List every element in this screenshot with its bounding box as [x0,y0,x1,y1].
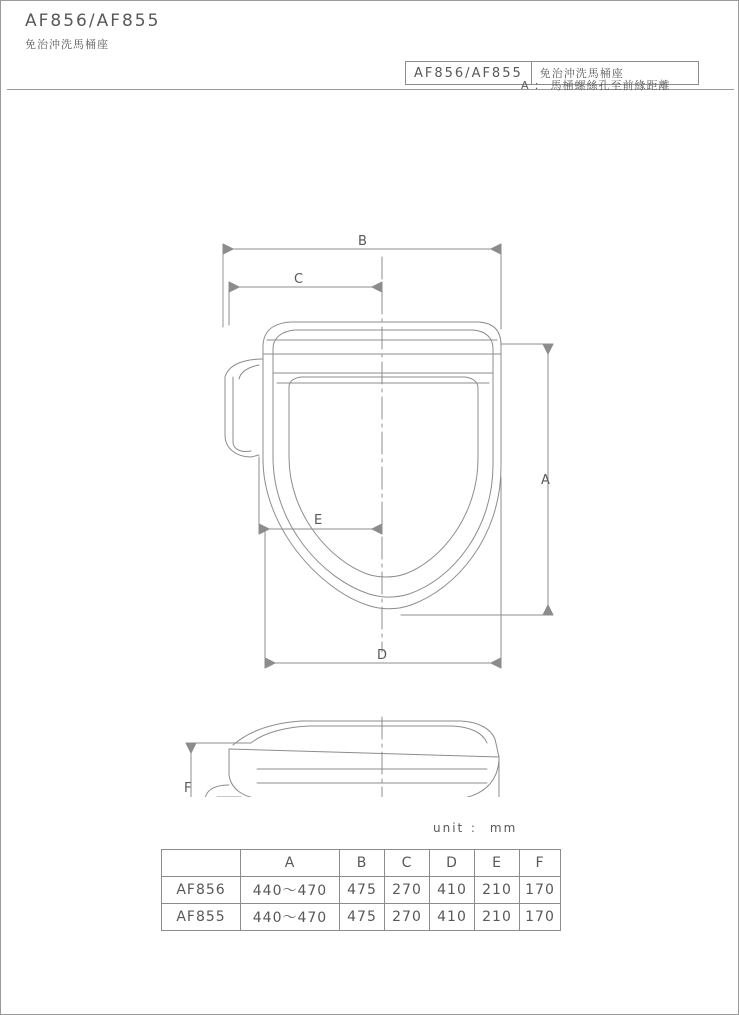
table-cell-E: 210 [475,904,520,931]
dimension-F [186,743,251,797]
table-corner-cell [162,850,241,877]
table-cell-F: 170 [520,904,561,931]
top-view-outline [225,322,501,609]
page-title: AF856/AF855 [25,11,161,31]
specification-table [161,849,561,931]
table-cell-B: 475 [340,904,385,931]
table-cell-model: AF856 [162,877,241,904]
dimension-label-A: A [541,473,550,488]
table-header-D: D [430,850,475,877]
table-cell-A: 440～470 [241,877,340,904]
unit-label: unit ： mm [433,821,518,835]
table-cell-D: 410 [430,904,475,931]
dimension-label-B: B [358,234,367,249]
dimension-label-E: E [314,513,323,528]
titlebar-model: AF856/AF855 [414,65,523,81]
table-cell-F: 170 [520,877,561,904]
table-cell-D: 410 [430,877,475,904]
technical-drawing [1,97,739,797]
dimension-label-D: D [377,648,388,663]
table-row [162,904,561,931]
table-cell-A: 440～470 [241,904,340,931]
table-cell-C: 270 [385,904,430,931]
dimension-C [229,282,382,325]
table-header-row [162,850,561,877]
table-row [162,877,561,904]
side-view-outline [205,721,513,797]
table-cell-model: AF855 [162,904,241,931]
table-cell-C: 270 [385,877,430,904]
dimension-label-F: F [184,781,192,796]
page-subtitle: 免治沖洗馬桶座 [25,38,109,51]
dimension-label-C: C [294,272,304,287]
dimension-D [265,477,501,668]
title-block [25,11,160,52]
table-cell-B: 475 [340,877,385,904]
table-header-B: B [340,850,385,877]
table-header-C: C [385,850,430,877]
titlebar-description: 免治沖洗馬桶座 [531,62,698,84]
table-header-A: A [241,850,340,877]
table-cell-E: 210 [475,877,520,904]
dimension-note: A ： 馬桶螺絲孔至前緣距離 [521,79,671,92]
table-header-F: F [520,850,561,877]
table-header-E: E [475,850,520,877]
